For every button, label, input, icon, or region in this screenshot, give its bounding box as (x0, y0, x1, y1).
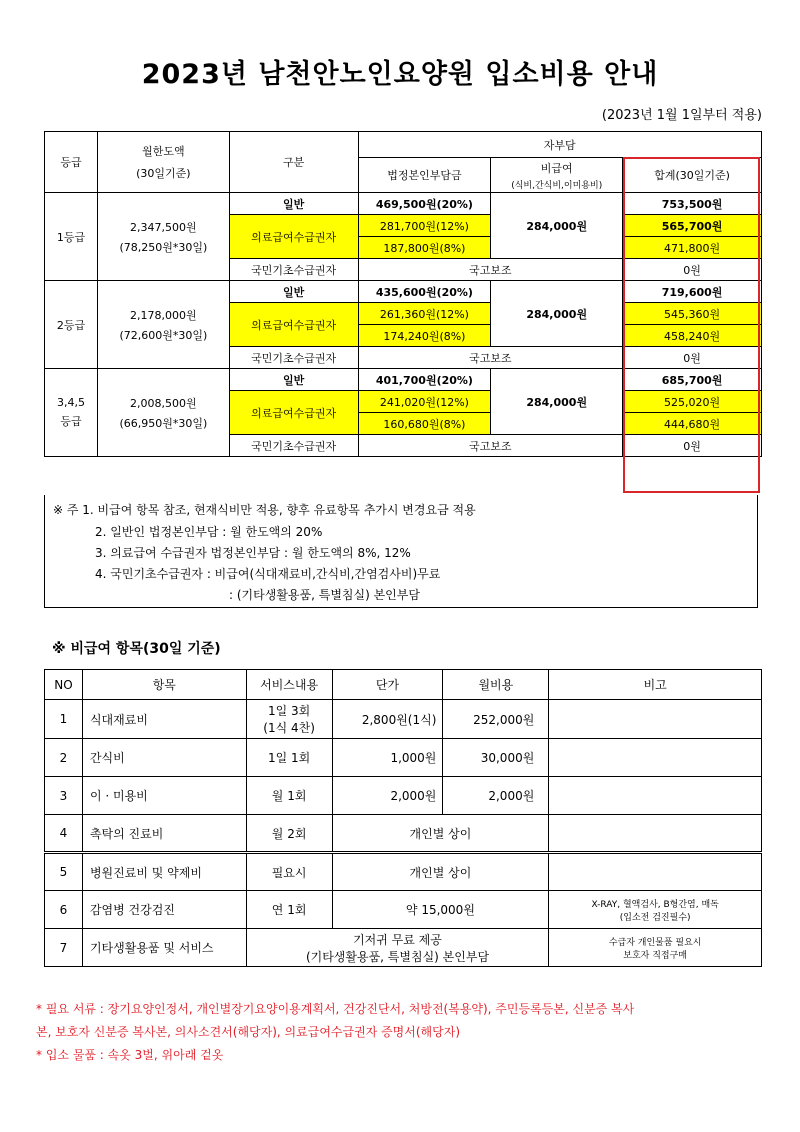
notes-box (44, 495, 758, 608)
medical-8: 187,800원(8%) (358, 237, 491, 259)
basic-support: 국고보조 (358, 259, 623, 281)
medical-8-total: 444,680원 (623, 413, 762, 435)
header-limit: 월한도액 (30일기준) (97, 132, 229, 193)
limit-cell: 2,347,500원 (78,250원*30일) (97, 193, 229, 281)
grade-cell: 2등급 (45, 281, 98, 369)
medical-label: 의료급여수급권자 (229, 391, 358, 435)
general-label: 일반 (229, 369, 358, 391)
general-legal: 401,700원(20%) (358, 369, 491, 391)
basic-total: 0원 (623, 435, 762, 457)
nonpay-cell: 284,000원 (491, 193, 623, 259)
items-table (44, 669, 762, 967)
note-line: 2. 일반인 법정본인부담 : 월 한도액의 20% (95, 525, 323, 539)
header-category: 구분 (229, 132, 358, 193)
header-unit: 단가 (332, 670, 443, 700)
nonpay-cell: 284,000원 (491, 281, 623, 347)
header-legal: 법정본인부담금 (358, 158, 491, 193)
table-row: 5 병원진료비 및 약제비 필요시 개인별 상이 (45, 853, 762, 891)
effective-date: (2023년 1월 1일부터 적용) (601, 108, 762, 123)
medical-12: 241,020원(12%) (358, 391, 491, 413)
note-line: ※ 주 1. 비급여 항목 참조, 현재식비만 적용, 향후 유료항목 추가시 변경요금 적용 (53, 503, 476, 517)
medical-8-total: 458,240원 (623, 325, 762, 347)
table-row: 1 식대재료비 1일 3회 (1식 4찬) 2,800원(1식) 252,000원 (45, 700, 762, 739)
table-row: 3 이 · 미용비 월 1회 2,000원 2,000원 (45, 777, 762, 815)
header-item: 항목 (82, 670, 246, 700)
requirement-line: * 입소 물품 : 속옷 3벌, 위아래 겉옷 (36, 1048, 224, 1062)
note-line: 4. 국민기초수급권자 : 비급여(식대재료비,간식비,간염검사비)무료 (95, 567, 441, 581)
medical-label: 의료급여수급권자 (229, 303, 358, 347)
note-line: : (기타생활용품, 특별침실) 본인부담 (229, 588, 420, 602)
header-service: 서비스내용 (246, 670, 332, 700)
table-row: 7 기타생활용품 및 서비스 기저귀 무료 제공 (기타생활용품, 특별침실) 본인부담 수급자 개인물품 필요시 보호자 직접구매 (45, 929, 762, 967)
general-total: 719,600원 (623, 281, 762, 303)
basic-support: 국고보조 (358, 435, 623, 457)
basic-total: 0원 (623, 347, 762, 369)
medical-8: 160,680원(8%) (358, 413, 491, 435)
header-note: 비고 (549, 670, 762, 700)
medical-label: 의료급여수급권자 (229, 215, 358, 259)
table-row: 4 촉탁의 진료비 월 2회 개인별 상이 (45, 815, 762, 853)
basic-label: 국민기초수급권자 (229, 435, 358, 457)
requirement-line: * 필요 서류 : 장기요양인정서, 개인별장기요양이용계획서, 건강진단서, 처방전(복용약), 주민등록등본, 신분증 복사 (36, 1002, 635, 1016)
header-monthly: 월비용 (443, 670, 549, 700)
basic-total: 0원 (623, 259, 762, 281)
note-line: 3. 의료급여 수급권자 법정본인부담 : 월 한도액의 8%, 12% (95, 546, 411, 560)
table-row: 2 간식비 1일 1회 1,000원 30,000원 (45, 739, 762, 777)
general-legal: 435,600원(20%) (358, 281, 491, 303)
nonpay-cell: 284,000원 (491, 369, 623, 435)
medical-12-total: 565,700원 (623, 215, 762, 237)
medical-8: 174,240원(8%) (358, 325, 491, 347)
header-total: 합계(30일기준) (623, 158, 762, 193)
grade-cell: 1등급 (45, 193, 98, 281)
section-title: ※ 비급여 항목(30일 기준) (52, 641, 221, 657)
basic-label: 국민기초수급권자 (229, 259, 358, 281)
medical-12-total: 525,020원 (623, 391, 762, 413)
header-nonpay: 비급여 (식비,간식비,이미용비) (491, 158, 623, 193)
page-title: 2023년 남천안노인요양원 입소비용 안내 (141, 59, 659, 90)
requirement-line: 본, 보호자 신분증 복사본, 의사소견서(해당자), 의료급여수급권자 증명서(해당자) (36, 1025, 461, 1039)
header-self-pay: 자부담 (358, 132, 762, 158)
grade-cell: 3,4,5 등급 (45, 369, 98, 457)
general-label: 일반 (229, 281, 358, 303)
header-grade: 등급 (45, 132, 98, 193)
general-label: 일반 (229, 193, 358, 215)
medical-8-total: 471,800원 (623, 237, 762, 259)
basic-support: 국고보조 (358, 347, 623, 369)
general-legal: 469,500원(20%) (358, 193, 491, 215)
limit-cell: 2,008,500원 (66,950원*30일) (97, 369, 229, 457)
medical-12-total: 545,360원 (623, 303, 762, 325)
header-no: NO (45, 670, 83, 700)
fee-table (44, 131, 762, 457)
general-total: 753,500원 (623, 193, 762, 215)
limit-cell: 2,178,000원 (72,600원*30일) (97, 281, 229, 369)
general-total: 685,700원 (623, 369, 762, 391)
basic-label: 국민기초수급권자 (229, 347, 358, 369)
table-row: 6 감염병 건강검진 연 1회 약 15,000원 X-RAY, 혈액검사, B형간염, 매독 (입소전 검진필수) (45, 891, 762, 929)
medical-12: 261,360원(12%) (358, 303, 491, 325)
medical-12: 281,700원(12%) (358, 215, 491, 237)
